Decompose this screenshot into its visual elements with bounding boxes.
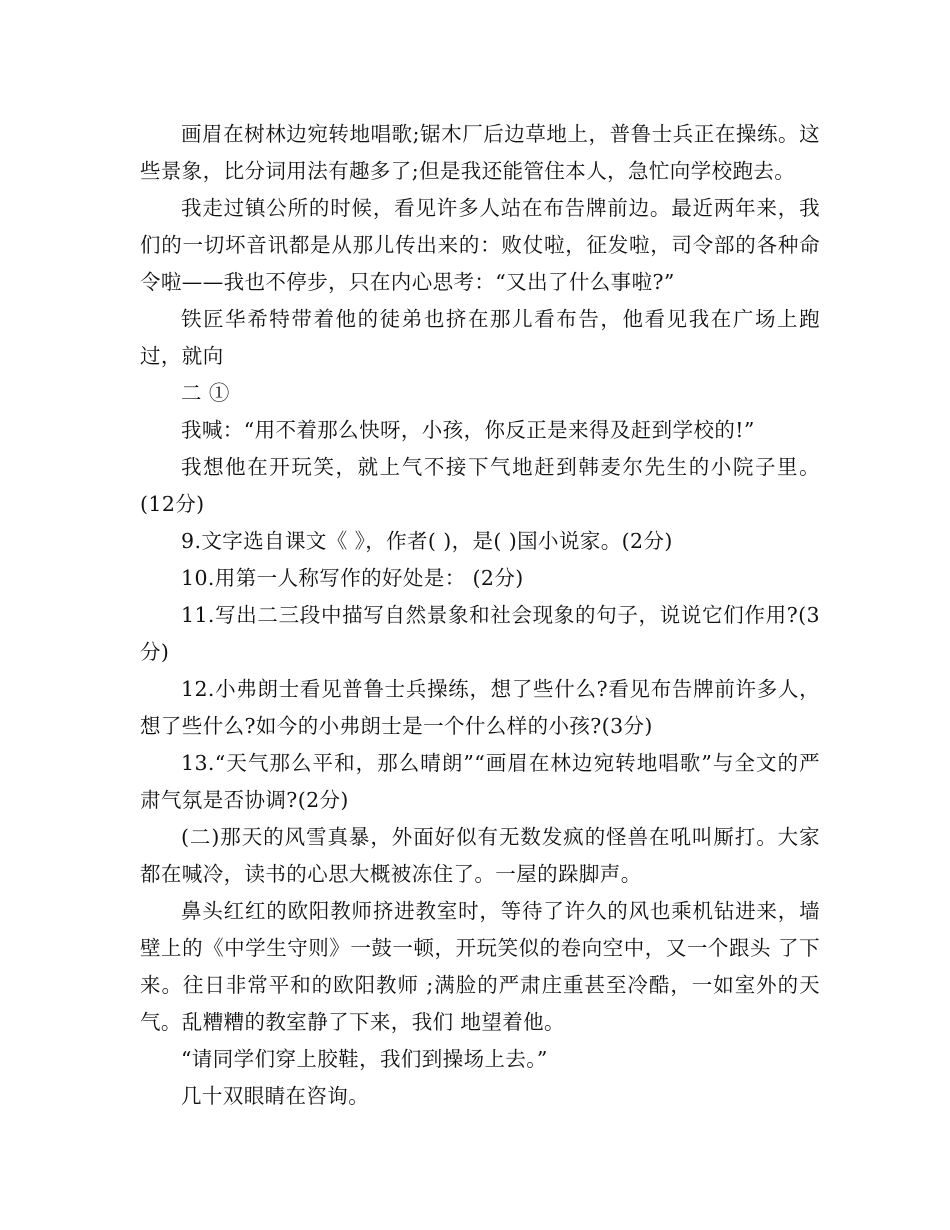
question-10: 10.用第一人称写作的好处是： (2分) (181, 566, 524, 590)
question-12: 12.小弗朗士看见普鲁士兵操练，想了些什么?看见布告牌前许多人，想了些什么?如今的小弗朗士是一个什么样的小孩?(3分) (140, 677, 820, 738)
paragraph-2: 我走过镇公所的时候，看见许多人站在布告牌前边。最近两年来，我们的一切坏音讯都是从那儿传出来的：败仗啦，征发啦，司令部的各种命令啦——我也不停步，只在内心思考：“又出了什么事啦?” (140, 196, 820, 294)
document-body (140, 116, 820, 1115)
question-9: 9.文字选自课文《 》，作者( )，是( )国小说家。(2分) (181, 529, 673, 553)
section-two-paragraph-3: “请同学们穿上胶鞋，我们到操场上去。” (181, 1047, 548, 1071)
paragraph-6: 我想他在开玩笑，就上气不接下气地赶到韩麦尔先生的小院子里。(12分) (140, 455, 820, 516)
paragraph-1: 画眉在树林边宛转地唱歌;锯木厂后边草地上，普鲁士兵正在操练。这些景象，比分词用法有趣多了;但是我还能管住本人，急忙向学校跑去。 (140, 122, 820, 183)
section-two-paragraph-4: 几十双眼睛在咨询。 (181, 1084, 370, 1108)
question-13: 13.“天气那么平和，那么晴朗”“画眉在林边宛转地唱歌”与全文的严肃气氛是否协调?(2分) (140, 751, 820, 812)
section-two-paragraph-1: (二)那天的风雪真暴，外面好似有无数发疯的怪兽在吼叫厮打。大家都在喊冷，读书的心思大概被冻住了。一屋的跺脚声。 (140, 825, 820, 886)
paragraph-3: 铁匠华希特带着他的徒弟也挤在那儿看布告，他看见我在广场上跑过，就向 (140, 307, 820, 368)
paragraph-5: 我喊：“用不着那么快呀，小孩，你反正是来得及赶到学校的!” (181, 418, 755, 442)
paragraph-4: 二 ① (181, 381, 230, 405)
section-two-paragraph-2: 鼻头红红的欧阳教师挤进教室时，等待了许久的风也乘机钻进来，墙壁上的《中学生守则》一鼓一顿，开玩笑似的卷向空中，又一个跟头 了下来。往日非常平和的欧阳教师 ;满脸的严肃庄重甚至冷酷，一如室外的天气。乱糟糟的教室静了下来，我们 地望着他。 (140, 899, 820, 1034)
question-11: 11.写出二三段中描写自然景象和社会现象的句子，说说它们作用?(3分) (140, 603, 820, 664)
